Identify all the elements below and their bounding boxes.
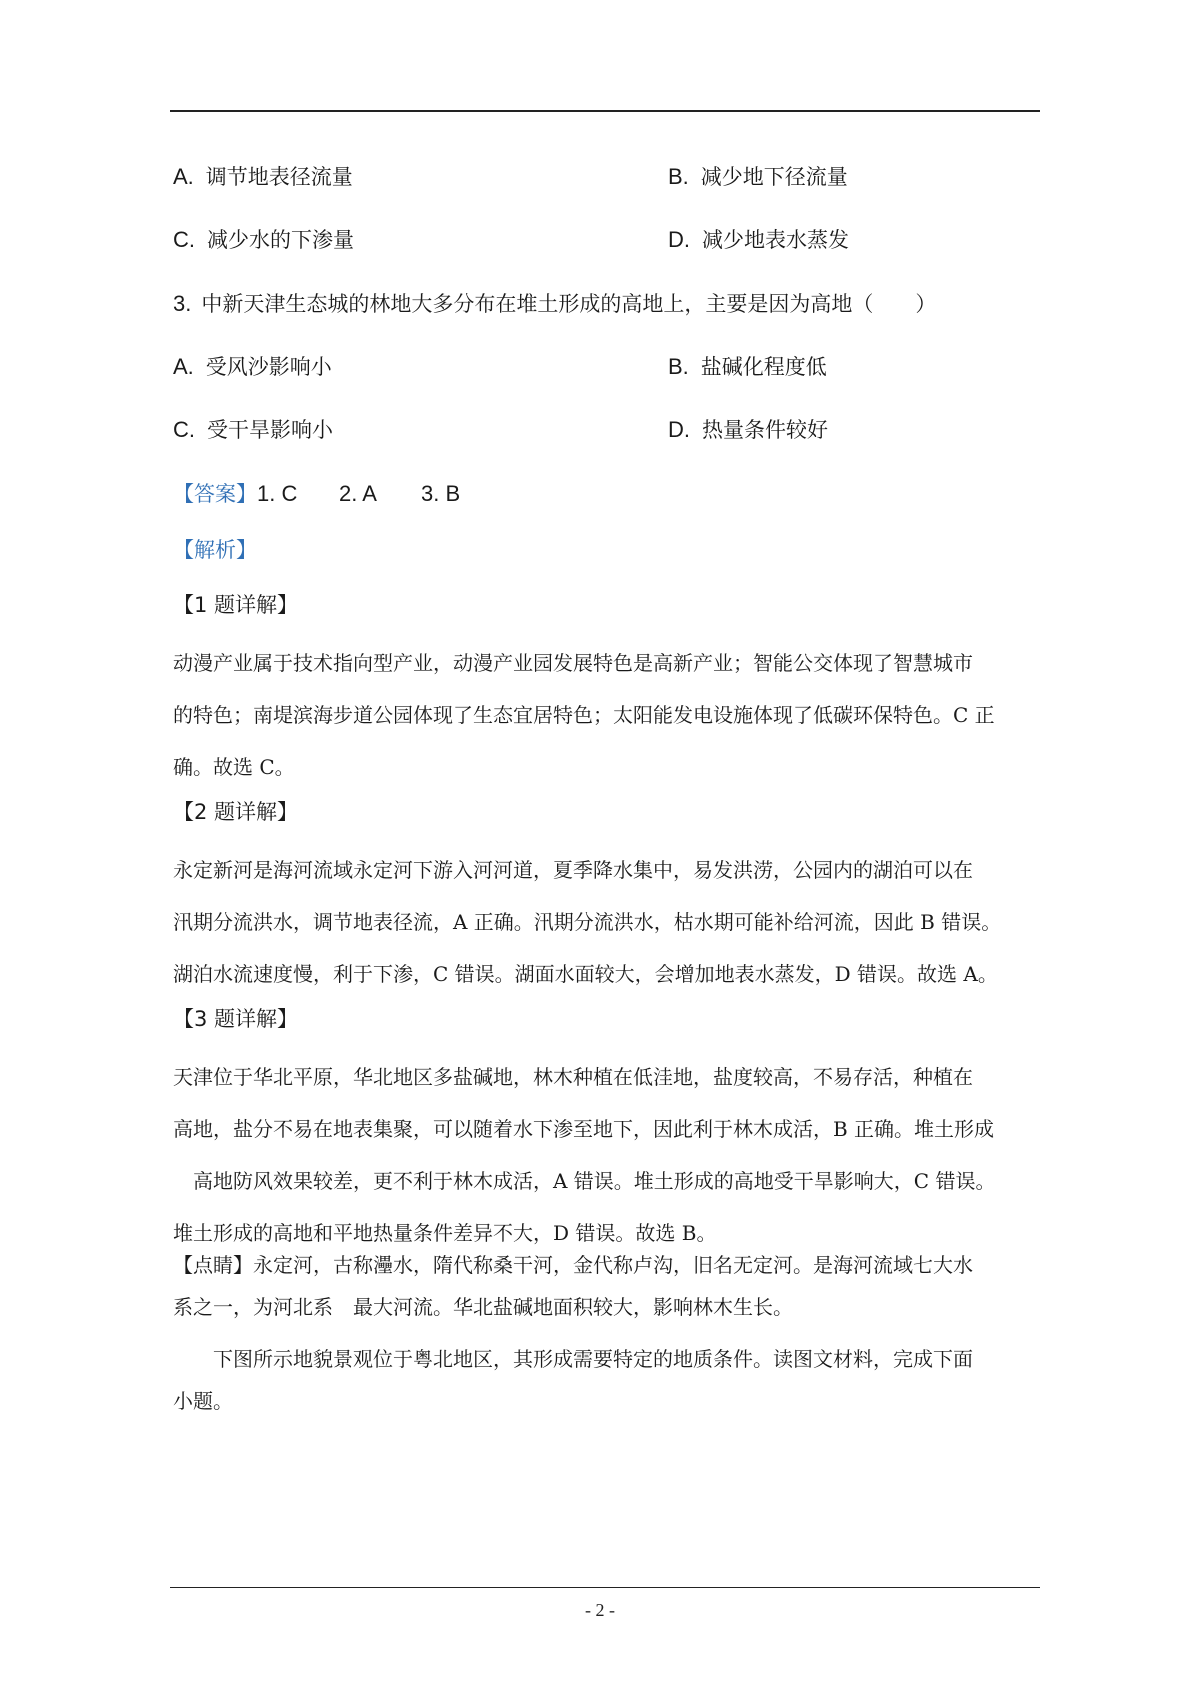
q3-option-c xyxy=(173,415,333,445)
text-line: 天津位于华北平原，华北地区多盐碱地，林木种植在低洼地，盐度较高，不易存活，种植在 xyxy=(173,1065,973,1089)
question-text: 中新天津生态城的林地大多分布在堆土形成的高地上，主要是因为高地（ ） xyxy=(201,292,937,316)
q3-option-a xyxy=(173,352,332,382)
option-text: 受干旱影响小 xyxy=(207,418,333,442)
note-line: 永定河，古称灅水，隋代称桑干河，金代称卢沟，旧名无定河。是海河流域七大水 xyxy=(253,1253,973,1277)
option-letter: B. xyxy=(668,164,689,189)
option-text: 减少地表水蒸发 xyxy=(702,228,849,252)
option-letter: C. xyxy=(173,227,195,252)
text-line: 动漫产业属于技术指向型产业，动漫产业园发展特色是高新产业；智能公交体现了智慧城市 xyxy=(173,651,973,675)
q2-option-b xyxy=(668,162,848,192)
answer-item: 1. C xyxy=(257,481,298,506)
option-text: 减少水的下渗量 xyxy=(207,228,354,252)
text-line: 确。故选 C。 xyxy=(173,755,295,779)
option-letter: D. xyxy=(668,227,690,252)
q3-stem xyxy=(173,289,936,319)
option-text: 盐碱化程度低 xyxy=(700,355,827,379)
answer-line xyxy=(173,479,460,509)
detail1-body xyxy=(173,637,1043,793)
analysis-label: 【解析】 xyxy=(173,538,257,562)
option-letter: A. xyxy=(173,164,194,189)
question-number: 3. xyxy=(173,291,192,316)
text-line: 的特色；南堤滨海步道公园体现了生态宜居特色；太阳能发电设施体现了低碳环保特色。C 正 xyxy=(173,703,995,727)
detail1-heading: 【1 题详解】 xyxy=(173,593,299,617)
q2-option-c xyxy=(173,225,354,255)
answer-item: 2. A xyxy=(339,481,377,506)
option-letter: D. xyxy=(668,417,690,442)
text-line: 高地，盐分不易在地表集聚，可以随着水下渗至地下，因此利于林木成活，B 正确。堆土形成 xyxy=(173,1117,995,1141)
detail2-heading: 【2 题详解】 xyxy=(173,800,299,824)
q2-option-a xyxy=(173,162,353,192)
text-line: 下图所示地貌景观位于粤北地区，其形成需要特定的地质条件。读图文材料，完成下面 xyxy=(173,1347,973,1371)
option-text: 受风沙影响小 xyxy=(205,355,332,379)
option-text: 热量条件较好 xyxy=(702,418,828,442)
text-line: 系之一，为河北系 最大河流。华北盐碱地面积较大，影响林木生长。 xyxy=(173,1295,793,1319)
answer-label: 【答案】 xyxy=(173,482,257,506)
note-label: 【点睛】 xyxy=(173,1253,253,1277)
q3-option-d xyxy=(668,415,828,445)
q2-option-d xyxy=(668,225,849,255)
text-line xyxy=(173,1244,1043,1286)
text-line: 高地防风效果较差，更不利于林木成活，A 错误。堆土形成的高地受干旱影响大，C 错误。 xyxy=(173,1169,996,1193)
text-line: 湖泊水流速度慢，利于下渗，C 错误。湖面水面较大，会增加地表水蒸发，D 错误。故选 A。 xyxy=(173,962,998,986)
detail3-heading: 【3 题详解】 xyxy=(173,1007,299,1031)
detail2-body xyxy=(173,844,1043,1000)
answer-item: 3. B xyxy=(421,481,461,506)
q3-option-b xyxy=(668,352,827,382)
note-body xyxy=(173,1244,1043,1328)
text-line: 堆土形成的高地和平地热量条件差异不大，D 错误。故选 B。 xyxy=(173,1221,717,1245)
option-text: 调节地表径流量 xyxy=(205,165,353,189)
page-number: - 2 - xyxy=(585,1600,615,1620)
option-letter: A. xyxy=(173,354,194,379)
header-rule xyxy=(170,110,1040,112)
text-line: 汛期分流洪水，调节地表径流，A 正确。汛期分流洪水，枯水期可能补给河流，因此 B 错误。 xyxy=(173,910,1002,934)
option-text: 减少地下径流量 xyxy=(700,165,848,189)
text-line: 小题。 xyxy=(173,1389,233,1413)
footer-rule xyxy=(170,1587,1040,1588)
detail3-body xyxy=(173,1051,1043,1259)
text-line: 永定新河是海河流域永定河下游入河河道，夏季降水集中，易发洪涝，公园内的湖泊可以在 xyxy=(173,858,973,882)
option-letter: C. xyxy=(173,417,195,442)
intro-body xyxy=(173,1338,1043,1422)
option-letter: B. xyxy=(668,354,689,379)
